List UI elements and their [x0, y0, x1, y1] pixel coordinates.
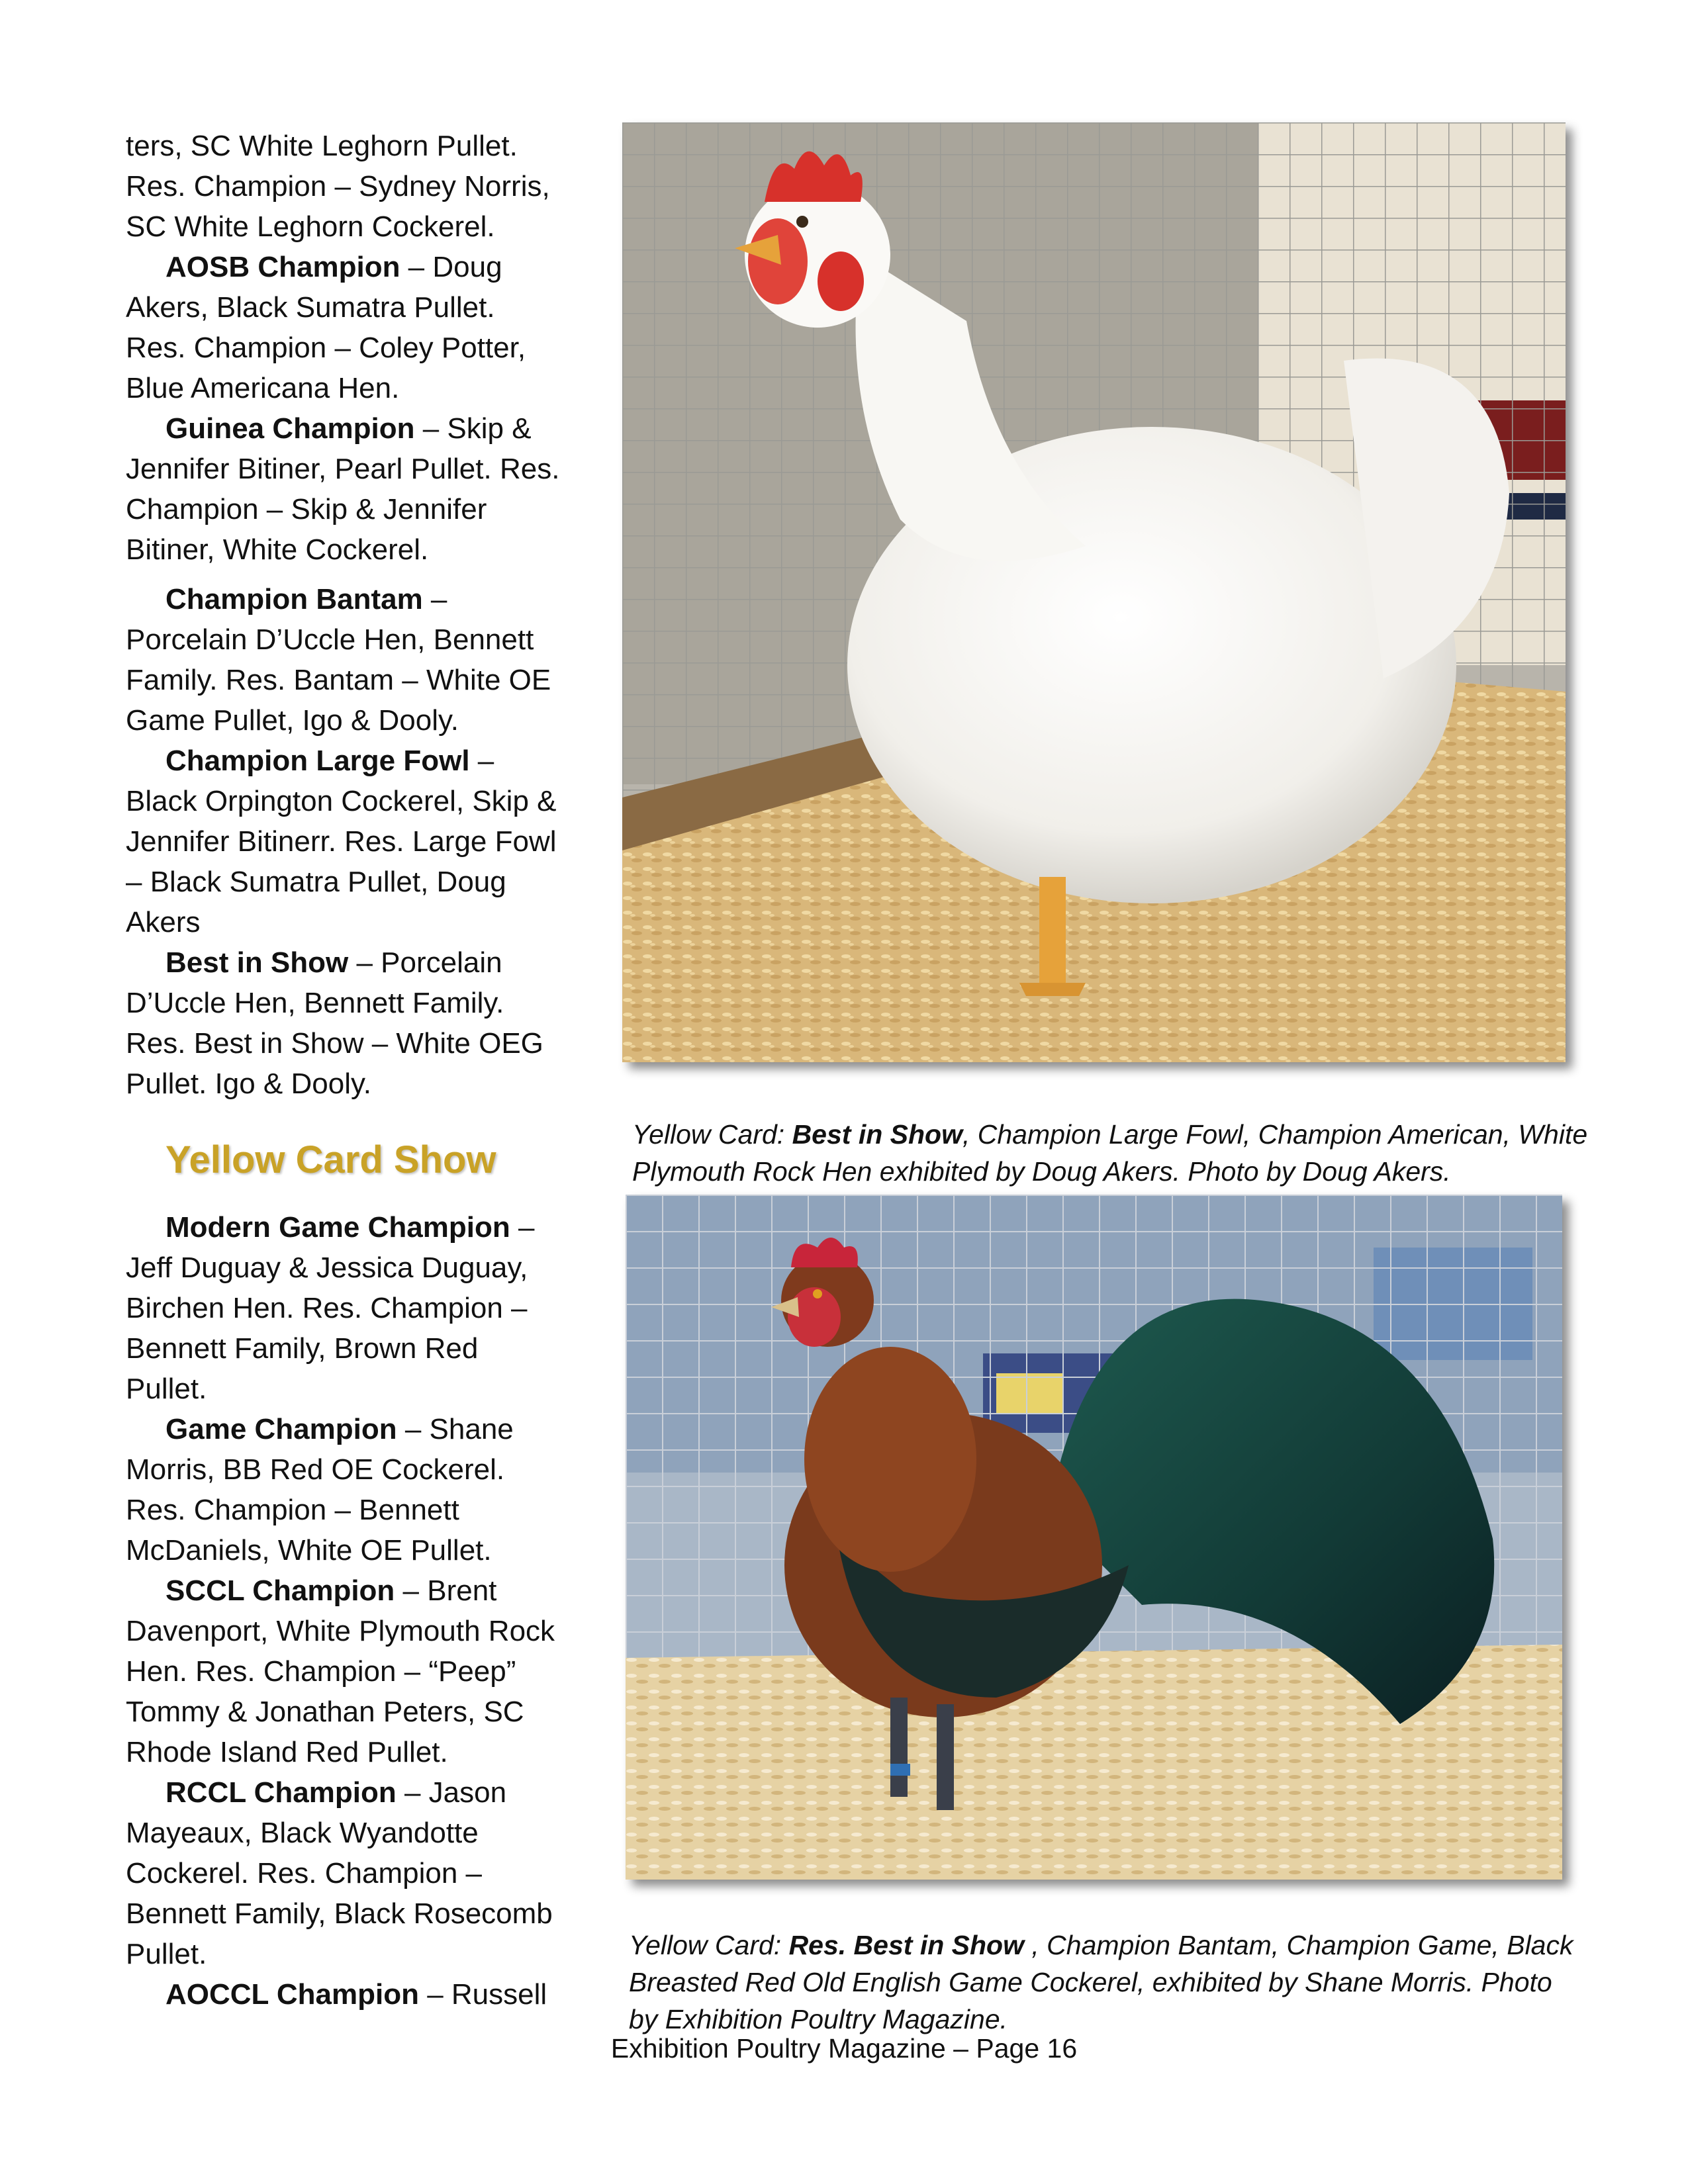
paragraph-game [126, 1409, 563, 1570]
paragraph-guinea [126, 408, 563, 570]
caption2-bold: Res. Best in Show [788, 1930, 1024, 1960]
section-heading: Yellow Card Show [165, 1138, 496, 1181]
label-rccl: RCCL Champion [165, 1776, 397, 1809]
white-hen-illustration [622, 122, 1566, 1062]
caption2-prefix: Yellow Card: [629, 1930, 789, 1960]
text-sccl: – Brent Davenport, White Plymouth Rock Hen. Res. Champion – “Peep” Tommy & Jonathan Peters, SC Rhode Island Red Pullet. [126, 1574, 555, 1768]
photo-white-hen [622, 122, 1566, 1062]
paragraph-sccl [126, 1570, 563, 1772]
text-best-in-show: – Porcelain D’Uccle Hen, Bennett Family. Res. Best in Show – White OEG Pullet. Igo & Dooly. [126, 946, 543, 1100]
caption2-text: , Champion Bantam, Champion Game, Black Breasted Red Old English Game Cockerel, exhibited by Shane Morris. Photo by Exhibition Poultry Magazine. [629, 1930, 1573, 2034]
label-game: Game Champion [165, 1413, 397, 1445]
text-aosb: – Doug Akers, Black Sumatra Pullet. Res. Champion – Coley Potter, Blue Americana Hen. [126, 251, 526, 404]
text-modern-game: – Jeff Duguay & Jessica Duguay, Birchen Hen. Res. Champion – Bennett Family, Brown Red Pullet. [126, 1211, 535, 1405]
text-game: – Shane Morris, BB Red OE Cockerel. Res. Champion – Bennett McDaniels, White OE Pullet. [126, 1413, 514, 1567]
caption1-prefix: Yellow Card: [632, 1119, 792, 1150]
photo-game-cockerel [626, 1195, 1562, 1880]
paragraph-intro: ters, SC White Leghorn Pullet. Res. Champion – Sydney Norris, SC White Leghorn Cockerel. [126, 130, 550, 243]
paragraph-bantam [126, 579, 563, 741]
caption-game-cockerel [629, 1927, 1582, 2038]
label-large-fowl: Champion Large Fowl [165, 745, 470, 777]
game-cockerel-illustration [626, 1195, 1562, 1880]
paragraph-large-fowl [126, 741, 563, 942]
text-aoccl: – Russell [418, 1978, 547, 2011]
label-guinea: Guinea Champion [165, 412, 415, 445]
paragraph-best-in-show [126, 942, 563, 1104]
paragraph-modern-game [126, 1207, 563, 1409]
label-modern-game: Modern Game Champion [165, 1211, 510, 1244]
label-aoccl: AOCCL Champion [165, 1978, 419, 2011]
caption-white-hen [632, 1116, 1599, 1190]
caption1-text: , Champion Large Fowl, Champion American, White Plymouth Rock Hen exhibited by Doug Akers. Photo by Doug Akers. [632, 1119, 1588, 1187]
label-sccl: SCCL Champion [165, 1574, 395, 1607]
text-rccl: – Jason Mayeaux, Black Wyandotte Cockerel. Res. Champion – Bennett Family, Black Rosecomb Pullet. [126, 1776, 553, 1970]
text-guinea: – Skip & Jennifer Bitiner, Pearl Pullet. Res. Champion – Skip & Jennifer Bitiner, White Cockerel. [126, 412, 560, 566]
paragraph-aoccl [126, 1974, 563, 2015]
label-best-in-show: Best in Show [165, 946, 349, 979]
text-large-fowl: – Black Orpington Cockerel, Skip & Jennifer Bitinerr. Res. Large Fowl – Black Sumatra Pullet, Doug Akers [126, 745, 557, 938]
article-column [126, 126, 563, 2015]
paragraph-rccl [126, 1772, 563, 1974]
caption1-bold: Best in Show [792, 1119, 962, 1150]
paragraph-aosb [126, 247, 563, 408]
page-footer: Exhibition Poultry Magazine – Page 16 [610, 2033, 1078, 2064]
label-bantam: Champion Bantam [165, 583, 423, 615]
text-bantam: – Porcelain D’Uccle Hen, Bennett Family. Res. Bantam – White OE Game Pullet, Igo & Dooly. [126, 583, 551, 737]
label-aosb: AOSB Champion [165, 251, 400, 283]
